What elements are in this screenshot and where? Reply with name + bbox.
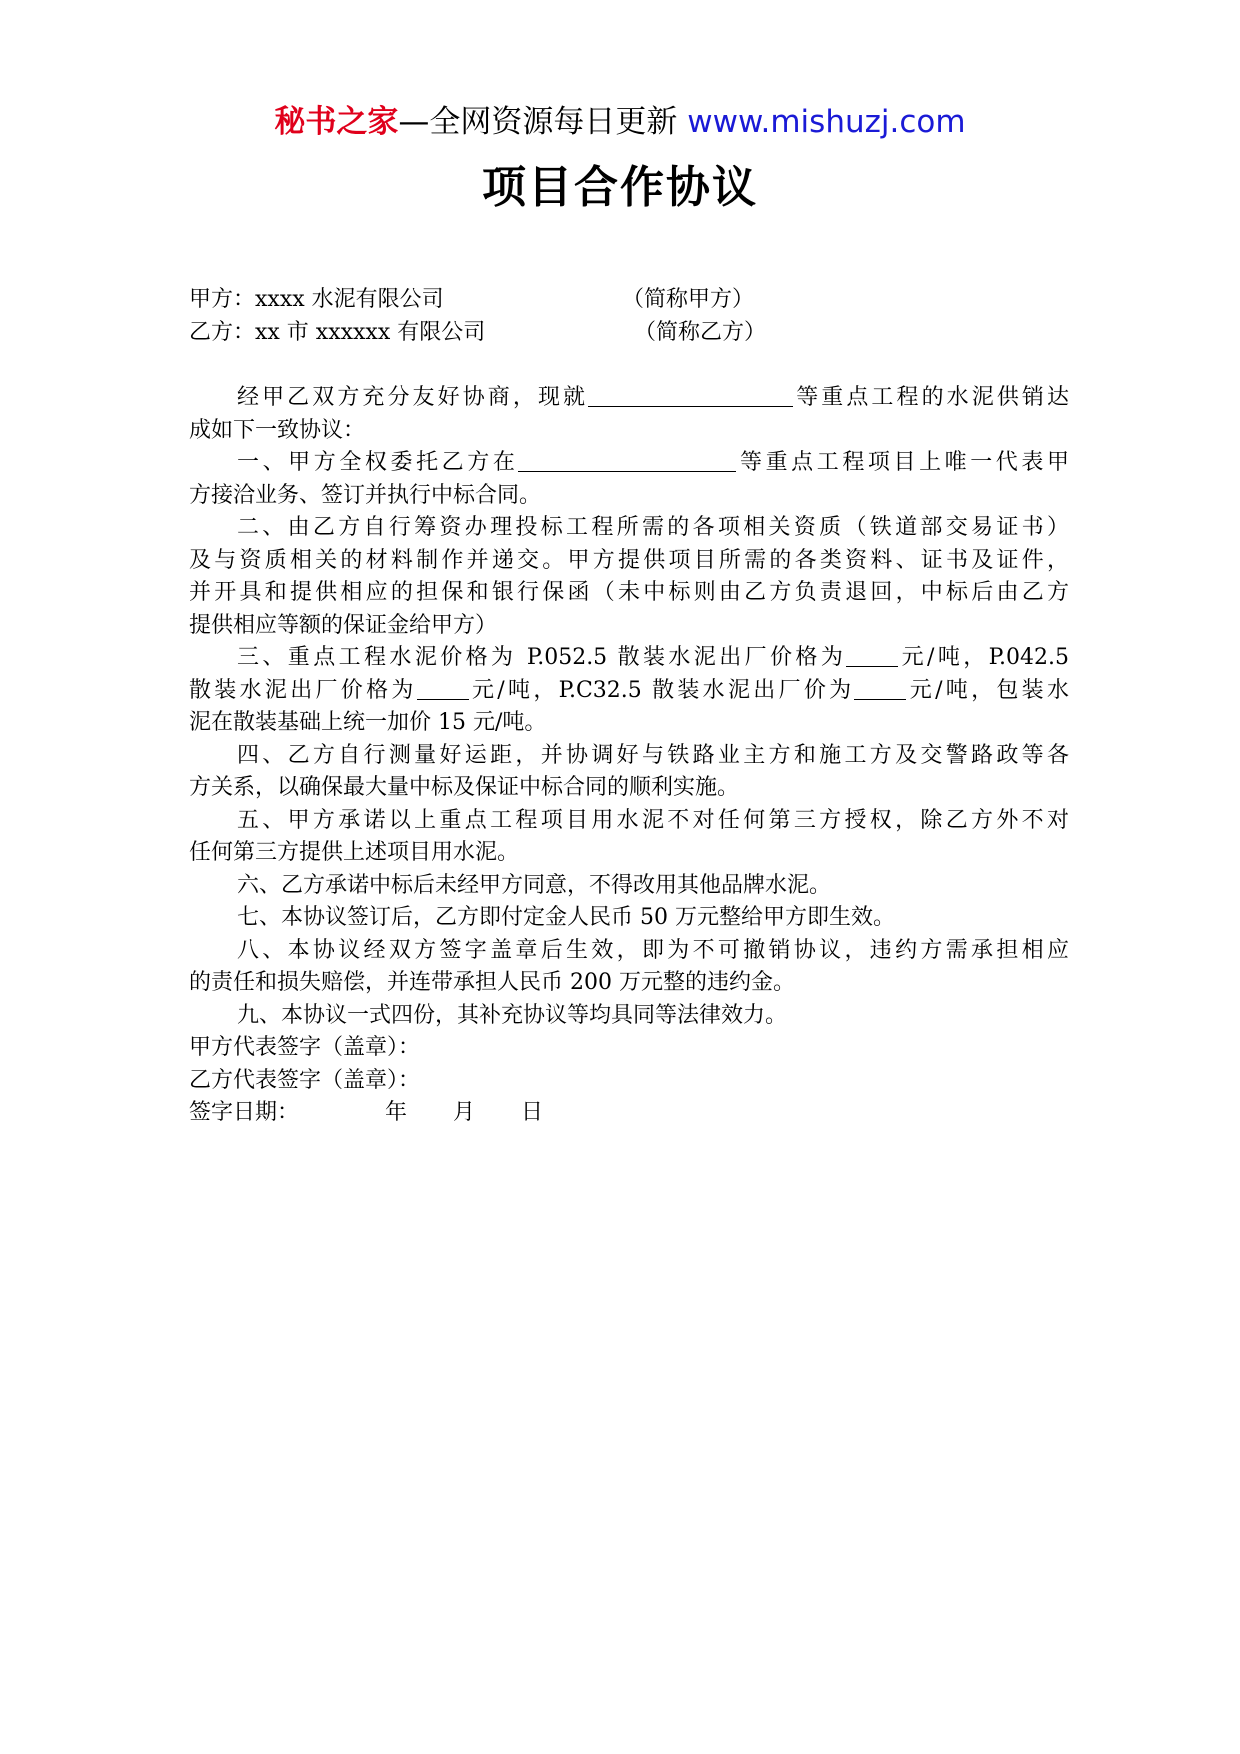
price-p052-blank[interactable]: [846, 644, 898, 667]
date-year: 年: [385, 1100, 408, 1125]
intro-line-2: 成如下一致协议：: [189, 417, 366, 443]
project-location-blank[interactable]: [518, 449, 736, 472]
brand-name: 秘书之家: [274, 104, 399, 140]
clause-2-line-2: 及与资质相关的材料制作并递交。甲方提供项目所需的各类资料、证书及证件，: [189, 547, 1069, 573]
clause-3-line-3: 泥在散装基础上统一加价 15 元/吨。: [189, 710, 547, 735]
clause-2-line-4: 提供相应等额的保证金给甲方）: [189, 612, 498, 638]
document-title: 项目合作协议: [482, 162, 758, 213]
price-pc32-blank[interactable]: [854, 677, 906, 700]
clause-5-line-1: 五、甲方承诺以上重点工程项目用水泥不对任何第三方授权，除乙方外不对: [237, 807, 1069, 833]
party-b-signature: 乙方代表签字（盖章）：: [189, 1067, 421, 1093]
clause-1-line-1: [189, 447, 1069, 480]
site-url-link[interactable]: www.mishuzj.com: [687, 104, 966, 140]
clause-6: 六、乙方承诺中标后未经甲方同意，不得改用其他品牌水泥。: [237, 872, 832, 898]
party-a-signature: 甲方代表签字（盖章）：: [189, 1035, 421, 1060]
clause-7: 七、本协议签订后，乙方即付定金人民币 50 万元整给甲方即生效。: [237, 905, 895, 930]
clause-8-line-1: 八、本协议经双方签字盖章后生效，即为不可撤销协议，违约方需承担相应: [237, 937, 1069, 963]
intro-text-after-blank: 等重点工程的水泥供销达: [793, 385, 1069, 410]
clause-3-text-e: 元/吨，包装水: [906, 677, 1069, 703]
signature-date-line: [189, 1097, 1069, 1130]
clause-8-line-2: 的责任和损失赔偿，并连带承担人民币 200 万元整的违约金。: [189, 970, 795, 995]
party-a-name: 甲方：xxxx 水泥有限公司: [189, 287, 444, 312]
clause-4-line-2: 方关系，以确保最大量中标及保证中标合同的顺利实施。: [189, 775, 740, 800]
clause-5-line-2: 任何第三方提供上述项目用水泥。: [189, 840, 520, 865]
header-banner: [0, 102, 1240, 142]
party-b-line: [189, 317, 1069, 350]
date-day: 日: [521, 1100, 544, 1125]
party-a-abbreviation: （简称甲方）: [622, 287, 755, 312]
section-spacer: [189, 349, 1069, 382]
agreement-body: [189, 284, 1069, 1130]
price-p042-blank[interactable]: [417, 677, 469, 700]
clause-3-line-1: [189, 642, 1069, 675]
intro-line-1: [189, 382, 1069, 415]
clause-3-text-b: 元/吨，P.042.5: [898, 645, 1069, 670]
clause-9: 九、本协议一式四份，其补充协议等均具同等法律效力。: [237, 1002, 788, 1028]
clause-4-line-1: 四、乙方自行测量好运距，并协调好与铁路业主方和施工方及交警路政等各: [237, 742, 1069, 768]
clause-1-line-2: 方接洽业务、签订并执行中标合同。: [189, 482, 542, 508]
clause-2-line-3: 并开具和提供相应的担保和银行保函（未中标则由乙方负责退回，中标后由乙方: [189, 580, 1069, 605]
clause-2-line-1: 二、由乙方自行筹资办理投标工程所需的各项相关资质（铁道部交易证书）: [237, 515, 1069, 540]
clause-3-text-c: 散装水泥出厂价格为: [189, 677, 417, 703]
party-b-abbreviation: （简称乙方）: [634, 319, 767, 345]
intro-text-before-blank: 经甲乙双方充分友好协商，现就: [237, 385, 589, 410]
tagline: —全网资源每日更新: [398, 104, 688, 140]
clause-3-line-2: [189, 675, 1069, 708]
clause-1-text-after-blank: 等重点工程项目上唯一代表甲: [736, 450, 1069, 475]
date-month: 月: [453, 1100, 476, 1125]
clause-3-text-d: 元/吨，P.C32.5 散装水泥出厂价为: [468, 677, 855, 703]
clause-1-text-before-blank: 一、甲方全权委托乙方在: [237, 450, 519, 475]
project-name-blank[interactable]: [588, 384, 793, 407]
party-b-name: 乙方：xx 市 xxxxxx 有限公司: [189, 319, 486, 345]
clause-3-text-a: 三、重点工程水泥价格为 P.052.5 散装水泥出厂价格为: [237, 645, 847, 670]
party-a-line: [189, 284, 1069, 317]
date-label: 签字日期：: [189, 1100, 300, 1125]
